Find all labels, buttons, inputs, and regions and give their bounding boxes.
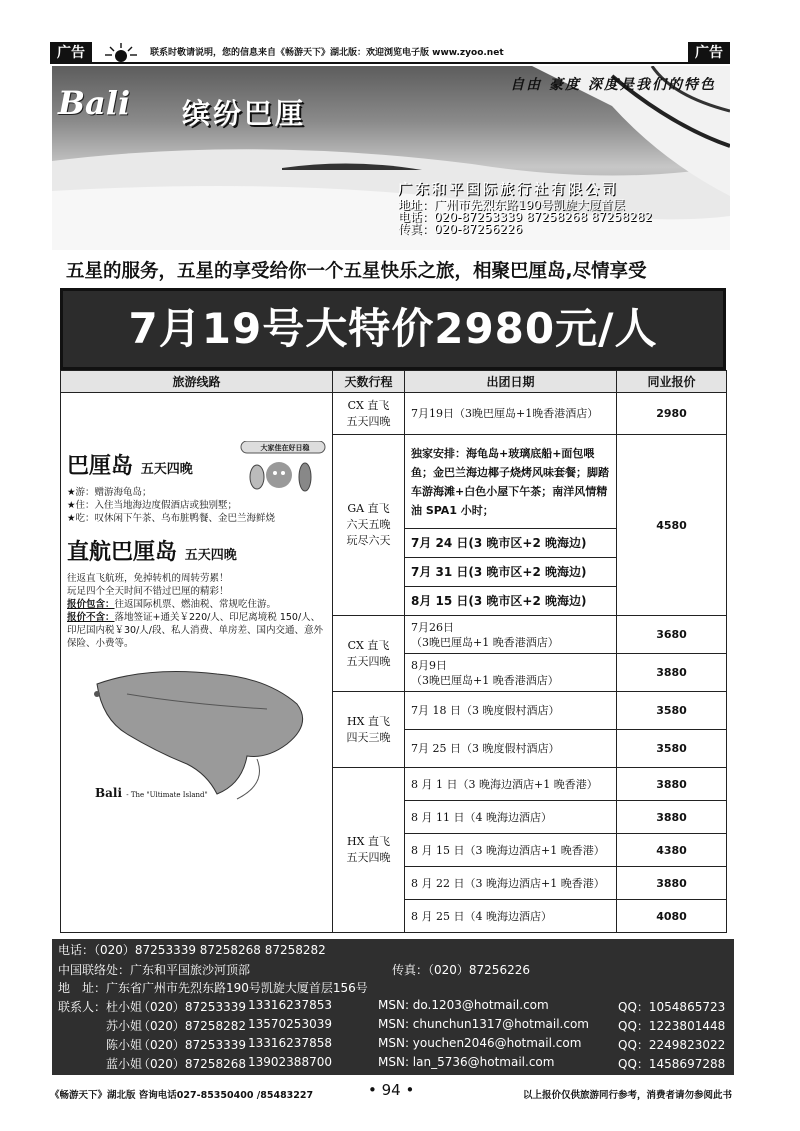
date-cell: 7月 31 日(3 晚市区+2 晚海边) (405, 558, 617, 587)
date-cell: 8 月 1 日（3 晚海边酒店+1 晚香港） (405, 768, 617, 801)
contact-address: 地 址：广东省广州市先烈东路190号凯旋大厦首层156号 (58, 981, 368, 995)
headline: 五星的服务，五星的享受给你一个五星快乐之旅，相聚巴厘岛,尽情享受 (66, 261, 647, 282)
date-cell: 7月 25 日（3 晚度假村酒店） (405, 730, 617, 768)
contact-fax: 传真：（020）87256226 (392, 963, 530, 977)
airline: HX 直飞 (347, 835, 390, 848)
excludes-label: 报价不含： (67, 612, 115, 623)
duration: 五天四晚 (346, 851, 391, 864)
header-dates: 出团日期 (405, 371, 617, 393)
days-cell (333, 768, 405, 933)
date-cell: 8 月 15 日（3 晚海边酒店+1 晚香港） (405, 834, 617, 867)
special-arrangement: 独家安排：海龟岛+玻璃底船+面包喂鱼；金巴兰海边椰子烧烤风味套餐；脚踏车游海滩+白色小屋下午茶；南洋风情精油 SPA1 小时； (405, 435, 617, 529)
contact-person-qq: QQ：1458697288 (618, 1057, 726, 1071)
contact-person-mobile: 13902388700 (248, 1055, 332, 1069)
banner-slogan: 自由 豪度 深度是我们的特色 (510, 77, 716, 93)
header-route: 旅游线路 (61, 371, 333, 393)
price-cell: 3680 (617, 616, 727, 654)
bullet-tour: ★游：赠游海龟岛； (67, 487, 152, 498)
contact-person-qq: QQ：2249823022 (618, 1038, 726, 1052)
route-desc-2: 玩足四个全天时间不错过巴厘的精彩！ (67, 586, 229, 597)
route-title-1-days: 五天四晚 (140, 462, 193, 477)
route-description (61, 393, 333, 933)
top-strip (50, 42, 730, 64)
date-cell: 8 月 11 日（4 晚海边酒店） (405, 801, 617, 834)
airline: HX 直飞 (347, 714, 390, 728)
excludes-text: 落地签证+通关￥220/人、印尼离境税 150/人、印尼国内税￥30/人/段、私人消费、单房差、国内交通、意外保险、小费等。 (67, 612, 323, 649)
airline: CX 直飞 (347, 638, 390, 652)
bali-map (67, 664, 326, 814)
airline: CX 直飞 (347, 398, 390, 412)
contact-person-name: 蓝小姐 (106, 1057, 143, 1071)
contact-person-name: 苏小姐 (106, 1019, 143, 1033)
contact-person-mobile: 13316237853 (248, 998, 332, 1012)
contact-label: 联系人： (58, 1000, 107, 1014)
price-cell: 3880 (617, 801, 727, 834)
contact-person-tel: （020）87253339 (138, 1000, 246, 1014)
bullet-food: ★吃：叹休闲下午茶、乌布脏鸭餐、金巴兰海鲜烧 (67, 513, 276, 524)
table-row (61, 393, 727, 435)
page-number: • 94 • (368, 1081, 415, 1099)
footer (50, 1079, 732, 1103)
ad-tag-right: 广告 (688, 42, 730, 64)
contact-person-tel: （020）87258268 (138, 1057, 246, 1071)
sun-logo-icon (102, 42, 140, 62)
date-line: 7月26日 (411, 620, 454, 634)
contact-china-office: 中国联络处：广东和平国旅沙河顶部 (58, 963, 251, 977)
bullet-stay: ★住：入住当地海边度假酒店或独别墅； (67, 500, 238, 511)
date-line: 8月9日 (411, 658, 447, 672)
date-cell: 7月 18 日（3 晚度假村酒店） (405, 692, 617, 730)
price-cell: 2980 (617, 393, 727, 435)
contact-block (52, 939, 734, 1075)
banner-title: 缤纷巴厘 (182, 97, 307, 130)
price-table (60, 370, 727, 933)
route-title-2-days: 五天四晚 (184, 548, 237, 563)
contact-person-name: 杜小姐 (106, 1000, 143, 1014)
duration: 五天四晚 (346, 414, 391, 428)
price-cell: 3880 (617, 867, 727, 900)
date-cell: 8 月 25 日（4 晚海边酒店） (405, 900, 617, 933)
contact-person-msn: MSN: lan_5736@hotmail.com (378, 1055, 555, 1069)
price-cell: 4580 (617, 435, 727, 616)
route-title-2 (67, 535, 326, 566)
date-cell: 7月 24 日(3 晚市区+2 晚海边) (405, 529, 617, 558)
company-fax: 传真：020-87256226 (398, 222, 523, 236)
days-cell (333, 435, 405, 616)
date-cell: 8 月 22 日（3 晚海边酒店+1 晚香港） (405, 867, 617, 900)
header-price: 同业报价 (617, 371, 727, 393)
map-label (95, 786, 208, 800)
contact-person-msn: MSN: do.1203@hotmail.com (378, 998, 549, 1012)
contact-person-tel: （020）87253339 (138, 1038, 246, 1052)
price-cell: 3880 (617, 768, 727, 801)
includes-text: 往返国际机票、燃油税、常规吃住游。 (114, 599, 277, 610)
airline: GA 直飞 (347, 502, 390, 515)
date-note: （3晚巴厘岛+1 晚香港酒店） (411, 673, 559, 687)
price-cell: 3580 (617, 730, 727, 768)
company-name: 广东和平国际旅行社有限公司 (398, 182, 619, 198)
price-excludes (67, 611, 326, 650)
price-cell: 4380 (617, 834, 727, 867)
company-phone: 电话：020-87253339 87258268 87258282 (398, 210, 653, 224)
duration: 五天四晚 (346, 654, 391, 668)
ad-tag-left: 广告 (50, 42, 92, 64)
contact-person-msn: MSN: chunchun1317@hotmail.com (378, 1017, 589, 1031)
date-cell (405, 616, 617, 654)
footer-right: 以上报价仅供旅游同行参考，消费者请勿参阅此书 (522, 1090, 732, 1101)
contact-person-qq: QQ：1054865723 (618, 1000, 726, 1014)
contact-phone: 电话：（020）87253339 87258268 87258282 (58, 943, 326, 957)
banner-company-info (398, 184, 652, 235)
contact-person-qq: QQ：1223801448 (618, 1019, 726, 1033)
contact-person-mobile: 13570253039 (248, 1017, 332, 1031)
map-label-sub: - The "Ultimate Island" (126, 791, 208, 799)
price-cell: 3880 (617, 654, 727, 692)
date-note: （3晚巴厘岛+1 晚香港酒店） (411, 635, 559, 649)
header-days: 天数行程 (333, 371, 405, 393)
company-address: 地址：广州市先烈东路190号凯旋大厦首层 (398, 198, 625, 212)
includes-label: 报价包含： (67, 599, 115, 610)
date-cell (405, 654, 617, 692)
banner-logo: Bali (58, 84, 131, 122)
contact-person-msn: MSN: youchen2046@hotmail.com (378, 1036, 582, 1050)
contact-person-mobile: 13316237858 (248, 1036, 332, 1050)
header-note: 联系时敬请说明，您的信息来自《畅游天下》湖北版：欢迎浏览电子版 www.zyoo.net (150, 48, 504, 58)
contact-person-tel: （020）87258282 (138, 1019, 246, 1033)
banner (52, 66, 730, 250)
map-label-text: Bali (95, 786, 123, 800)
duration: 四天三晚 (346, 730, 391, 744)
table-header (61, 371, 727, 393)
days-cell (333, 692, 405, 768)
price-includes (67, 598, 326, 611)
mascot-text: 大家佳在好日稳 (260, 444, 310, 452)
duration-note: 玩尽六天 (346, 534, 391, 547)
date-cell: 8月 15 日(3 晚市区+2 晚海边) (405, 587, 617, 616)
days-cell (333, 393, 405, 435)
footer-left: 《畅游天下》湖北版 咨询电话027-85350400 /85483227 (50, 1090, 314, 1101)
duration: 六天五晚 (346, 518, 391, 531)
route-title-2-text: 直航巴厘岛 (67, 540, 178, 565)
route-desc-1: 往返直飞航班，免掉转机的周转劳累！ (67, 573, 229, 584)
price-cell: 4080 (617, 900, 727, 933)
price-cell: 3580 (617, 692, 727, 730)
days-cell (333, 616, 405, 692)
route-details (67, 572, 326, 650)
route-title-1-text: 巴厘岛 (67, 454, 134, 479)
promo-banner: 7月19号大特价2980元/人 (60, 288, 726, 370)
contact-person-name: 陈小姐 (106, 1038, 143, 1052)
date-cell: 7月19日（3晚巴厘岛+1晚香港酒店） (405, 393, 617, 435)
